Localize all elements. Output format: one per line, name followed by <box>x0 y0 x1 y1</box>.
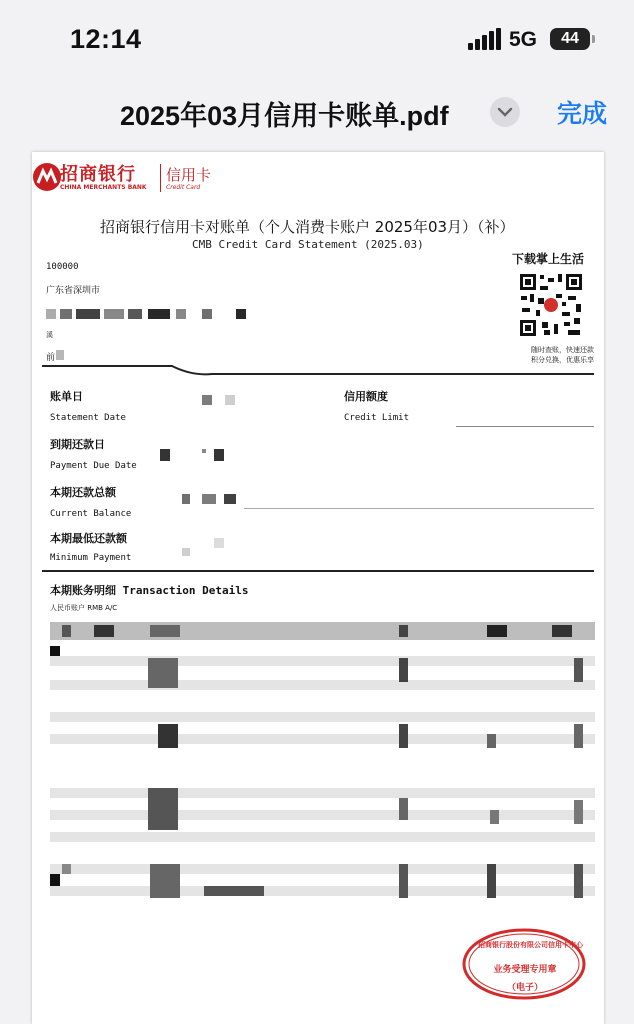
table-row[interactable] <box>50 788 595 798</box>
min-payment-value <box>182 548 190 556</box>
statement-date-value <box>202 395 212 405</box>
due-date-label: 到期还款日 <box>50 438 105 451</box>
document-title[interactable]: 2025年03月信用卡账单.pdf <box>120 101 449 131</box>
table-row[interactable] <box>50 712 595 722</box>
balance-label: 本期还款总额 <box>50 486 116 499</box>
row-cell <box>150 864 180 898</box>
row-cell <box>148 658 178 688</box>
row-cell <box>62 864 71 874</box>
row-cell <box>487 864 496 898</box>
chevron-down-icon[interactable] <box>490 97 520 127</box>
stamp-text-inner: 业务受理专用章 <box>493 965 557 975</box>
credit-limit-label-en: Credit Limit <box>344 413 410 423</box>
row-marker <box>50 874 60 886</box>
address-line-2: 前 <box>46 353 56 363</box>
card-type-en: Credit Card <box>166 184 201 191</box>
qr-note <box>510 345 594 365</box>
table-row[interactable] <box>50 810 595 820</box>
header-cell-6 <box>552 625 572 637</box>
row-cell <box>148 788 178 830</box>
row-cell <box>399 798 408 820</box>
bank-name-en: CHINA MERCHANTS BANK <box>60 184 147 191</box>
table-row[interactable] <box>50 864 595 874</box>
header-cell-2 <box>94 625 114 637</box>
battery-icon: 44 <box>550 28 590 50</box>
done-button[interactable]: 完成 <box>557 100 608 128</box>
stamp-text-outer: 招商银行股份有限公司信用卡中心 <box>478 941 583 949</box>
balance-value-2 <box>202 494 216 504</box>
stamp-text-bottom: （电子） <box>506 983 543 993</box>
table-row[interactable] <box>50 734 595 744</box>
qr-label: 下载掌上生活 <box>512 252 585 266</box>
address-line-1: 溪 <box>46 331 53 339</box>
name-redacted <box>56 350 64 360</box>
row-cell <box>399 864 408 898</box>
logo-divider <box>160 164 161 192</box>
row-cell <box>399 724 408 748</box>
header-divider <box>42 364 594 378</box>
min-payment-label-en: Minimum Payment <box>50 553 132 563</box>
address-city: 广东省深圳市 <box>46 286 101 296</box>
postcode: 100000 <box>46 262 79 272</box>
nav-bar <box>0 80 634 144</box>
min-payment-label: 本期最低还款额 <box>50 532 127 545</box>
row-cell <box>574 800 583 824</box>
row-cell <box>204 886 264 896</box>
due-date-label-en: Payment Due Date <box>50 461 137 471</box>
row-cell <box>490 810 499 824</box>
statement-date-label: 账单日 <box>50 390 83 403</box>
row-cell <box>487 734 496 748</box>
header-cell-4 <box>399 625 408 637</box>
bank-name: 招商银行 <box>60 164 136 185</box>
row-cell <box>574 864 583 898</box>
fields-divider <box>42 570 594 572</box>
signal-icon <box>468 28 500 50</box>
credit-limit-underline <box>456 426 594 427</box>
network-type: 5G <box>509 28 538 51</box>
status-time: 12:14 <box>70 24 142 54</box>
account-label: 人民币账户 RMB A/C <box>50 604 118 612</box>
qr-note-line1: 随时查账，快速还款 <box>531 346 594 354</box>
cmb-logo-icon <box>32 162 62 192</box>
table-row[interactable] <box>50 832 595 842</box>
table-row[interactable] <box>50 680 595 690</box>
statement-title-en: CMB Credit Card Statement (2025.03) <box>192 238 424 251</box>
header-cell-3 <box>150 625 180 637</box>
row-cell <box>574 658 583 682</box>
transactions-title: 本期账务明细 Transaction Details <box>50 584 249 597</box>
header-cell-1 <box>62 625 71 637</box>
table-row[interactable] <box>50 886 595 896</box>
balance-value <box>182 494 190 504</box>
statement-date-value-2 <box>225 395 235 405</box>
due-date-value-2 <box>202 449 206 453</box>
row-cell <box>574 724 583 748</box>
pdf-page[interactable] <box>32 152 604 1024</box>
table-header-row <box>50 622 595 640</box>
due-date-value-3 <box>214 449 224 461</box>
status-bar <box>0 0 634 80</box>
min-payment-value-2 <box>214 538 224 548</box>
table-row[interactable] <box>50 656 595 666</box>
balance-label-en: Current Balance <box>50 509 132 519</box>
statement-title: 招商银行信用卡对账单（个人消费卡账户 2025年03月）（补） <box>100 218 515 236</box>
credit-limit-label: 信用额度 <box>344 390 388 403</box>
row-cell <box>158 724 178 748</box>
qr-note-line2: 积分兑换，优惠乐享 <box>531 356 594 364</box>
battery-tip <box>592 35 595 43</box>
row-cell <box>399 658 408 682</box>
statement-date-label-en: Statement Date <box>50 413 126 423</box>
qr-code-icon[interactable] <box>518 272 584 338</box>
balance-value-3 <box>224 494 236 504</box>
card-type: 信用卡 <box>166 166 212 184</box>
due-date-value <box>160 449 170 461</box>
header-cell-5 <box>487 625 507 637</box>
balance-underline <box>244 508 594 509</box>
